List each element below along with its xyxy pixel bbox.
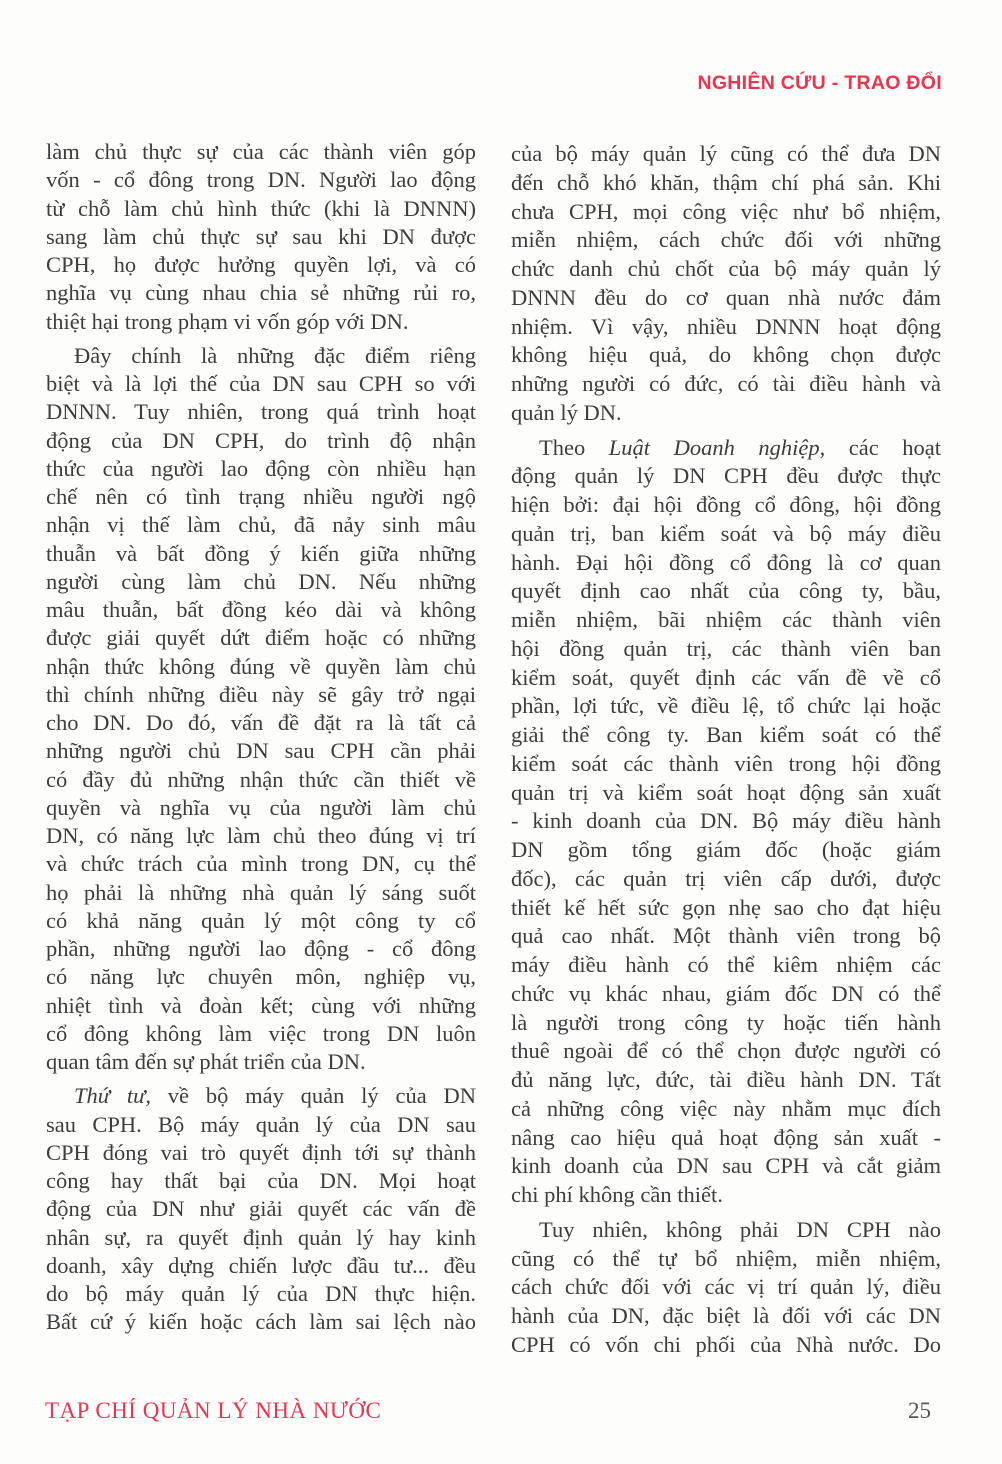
paragraph: [511, 140, 941, 428]
text-line: không hiệu quả, do không chọn được: [511, 342, 941, 368]
text-line: hành. Đại hội đồng cổ đông là cơ quan: [511, 549, 941, 575]
text-line: nhận vị thế làm chủ, đã nảy sinh mâu: [46, 512, 476, 538]
section-header: NGHIÊN CỨU - TRAO ĐỔI: [697, 72, 942, 94]
text-line: hội đồng quản trị, các thành viên ban: [511, 635, 941, 661]
paragraph: [46, 138, 476, 336]
text-line: họ phải là những nhà quản lý sáng suốt: [46, 879, 476, 905]
italic-text: Luật Doanh nghiệp: [608, 434, 820, 460]
page-number: 25: [908, 1398, 931, 1423]
paragraph: [46, 342, 476, 1077]
text-line: chế nên có tình trạng nhiều người ngộ: [46, 484, 476, 509]
text-line: cho DN. Do đó, vấn đề đặt ra là tất cả: [46, 710, 476, 735]
text-line: làm chủ thực sự của các thành viên góp: [46, 139, 476, 164]
text-line: hành của DN, đặc biệt là đối với các DN: [511, 1303, 941, 1328]
text-line: động của DN như giải quyết các vấn đề: [46, 1196, 476, 1222]
text-line: DNNN đều do cơ quan nhà nước đảm: [511, 284, 941, 310]
text-line: cả những công việc này nhằm mục đích: [511, 1095, 941, 1121]
text-line: của bộ máy quản lý cũng có thể đưa DN: [511, 141, 941, 166]
text-line: những người chủ DN sau CPH cần phải: [46, 738, 476, 764]
text-line: quản trị và kiểm soát hoạt động sản xuất: [511, 779, 941, 805]
text-line: phần, những người lao động - cổ đông: [46, 936, 476, 961]
text-line: quản lý DN.: [511, 399, 622, 425]
text-segment: về bộ máy quản lý của DN: [150, 1083, 476, 1109]
text-line: - kinh doanh của DN. Bộ máy điều hành: [511, 808, 941, 834]
text-line: CPH, họ được hưởng quyền lợi, và có: [46, 252, 476, 277]
text-line: do bộ máy quản lý của DN thực hiện.: [46, 1281, 476, 1306]
text-line: thiệt hại trong phạm vi vốn góp với DN.: [46, 308, 409, 334]
text-line: đến chỗ khó khăn, thậm chí phá sản. Khi: [511, 169, 941, 195]
text-segment: Theo: [539, 434, 609, 460]
text-line: nâng cao hiệu quả hoạt động sản xuất -: [511, 1124, 941, 1150]
text-line: hiện bởi: đại hội đồng cổ đông, hội đồng: [511, 492, 941, 517]
text-line: DNNN. Tuy nhiên, trong quá trình hoạt: [46, 399, 476, 425]
text-segment: , các hoạt: [819, 434, 941, 460]
text-line: miễn nhiệm, bãi nhiệm các thành viên: [511, 607, 941, 632]
text-line: giải thể công ty. Ban kiểm soát có thể: [511, 722, 941, 747]
text-line: Tuy nhiên, không phải DN CPH nào: [539, 1216, 941, 1242]
text-line: chi phí không cần thiết.: [511, 1182, 723, 1207]
text-line: quyền và nghĩa vụ của người làm chủ: [46, 794, 476, 820]
paragraph: [511, 1216, 941, 1360]
text-line: [511, 434, 941, 463]
text-line: doanh, xây dựng chiến lược đầu tư... đều: [46, 1252, 476, 1278]
text-line: quản trị, ban kiểm soát và bộ máy điều: [511, 520, 941, 546]
text-line: được giải quyết dứt điểm hoặc có những: [46, 625, 476, 651]
text-line: động của DN CPH, do trình độ nhận: [46, 427, 476, 453]
text-line: thì chính những điều này sẽ gây trở ngại: [46, 681, 476, 707]
text-line: cổ đông không làm việc trong DN luôn: [46, 1020, 476, 1046]
text-line: Đây chính là những đặc điểm riêng: [74, 342, 476, 368]
text-line: nhân sự, ra quyết định quản lý hay kinh: [46, 1224, 476, 1250]
italic-text: Thứ tư,: [74, 1083, 151, 1109]
paragraph: [511, 434, 941, 1210]
left-column: [46, 138, 476, 1337]
text-line: vốn - cổ đông trong DN. Người lao động: [46, 167, 476, 193]
text-line: CPH đóng vai trò quyết định tới sự thành: [46, 1139, 476, 1165]
text-line: thuê ngoài để có thể chọn được người có: [511, 1038, 941, 1064]
text-line: đốc), các quản trị viên cấp dưới, được: [511, 865, 941, 891]
text-line: kiểm soát, quyết định các vấn đề về cổ: [511, 664, 941, 690]
text-line: [46, 1082, 476, 1110]
text-line: CPH có vốn chi phối của Nhà nước. Do: [511, 1331, 941, 1357]
text-line: quan tâm đến sự phát triển của DN.: [46, 1049, 366, 1074]
journal-title: TẠP CHÍ QUẢN LÝ NHÀ NƯỚC: [45, 1398, 382, 1423]
text-line: thức của người lao động còn nhiều hạn: [46, 455, 476, 481]
text-line: là người trong công ty hoặc tiến hành: [511, 1009, 941, 1035]
text-line: quyết định cao nhất của công ty, bầu,: [511, 578, 941, 604]
text-line: và chức trách của mình trong DN, cụ thể: [46, 851, 476, 877]
text-line: nghĩa vụ cùng nhau chia sẻ những rủi ro,: [46, 280, 476, 306]
paragraph: [46, 1082, 476, 1336]
text-line: kinh doanh của DN sau CPH và cắt giảm: [511, 1153, 941, 1179]
text-line: Bất cứ ý kiến hoặc cách làm sai lệch nào: [46, 1309, 476, 1335]
text-line: những người có đức, có tài điều hành và: [511, 371, 941, 396]
text-line: người cùng làm chủ DN. Nếu những: [46, 568, 476, 594]
text-line: mâu thuẫn, bất đồng kéo dài và không: [46, 597, 476, 622]
text-line: sang làm chủ thực sự sau khi DN được: [46, 223, 476, 249]
text-line: biệt và là lợi thế của DN sau CPH so với: [46, 371, 476, 396]
text-line: nhiệt tình và đoàn kết; cùng với những: [46, 992, 476, 1018]
text-line: chức vụ khác nhau, giám đốc DN có thể: [511, 980, 941, 1006]
text-line: quả cao nhất. Một thành viên trong bộ: [511, 923, 941, 949]
text-line: có khả năng quản lý một công ty cổ: [46, 907, 476, 933]
text-line: nhiệm. Vì vậy, nhiều DNNN hoạt động: [511, 313, 941, 339]
text-line: kiểm soát các thành viên trong hội đồng: [511, 750, 941, 776]
text-line: từ chỗ làm chủ hình thức (khi là DNNN): [46, 195, 476, 221]
text-line: có đầy đủ những nhận thức cần thiết về: [46, 766, 476, 792]
text-line: thiết kế hết sức gọn nhẹ sao cho đạt hiệu: [511, 894, 941, 920]
right-column: [511, 140, 941, 1360]
text-line: cũng có thể tự bổ nhiệm, miễn nhiệm,: [511, 1245, 941, 1271]
text-line: cách chức đối với các vị trí quản lý, điều: [511, 1274, 941, 1300]
text-line: DN, có năng lực làm chủ theo đúng vị trí: [46, 823, 476, 848]
text-line: miễn nhiệm, cách chức đối với những: [511, 227, 941, 253]
text-line: động quản lý DN CPH đều được thực: [511, 463, 941, 489]
text-line: đủ năng lực, đức, tài điều hành DN. Tất: [511, 1067, 941, 1092]
text-line: sau CPH. Bộ máy quản lý của DN sau: [46, 1111, 476, 1137]
text-line: phần, lợi tức, về điều lệ, tổ chức lại hoặc: [511, 693, 941, 719]
text-line: công hay thất bại của DN. Mọi hoạt: [46, 1168, 476, 1193]
text-line: thuẫn và bất đồng ý kiến giữa những: [46, 540, 476, 566]
text-line: có năng lực chuyên môn, nghiệp vụ,: [46, 964, 476, 990]
text-line: chức danh chủ chốt của bộ máy quản lý: [511, 256, 941, 281]
text-line: DN gồm tổng giám đốc (hoặc giám: [511, 837, 941, 862]
text-line: chưa CPH, mọi công việc như bổ nhiệm,: [511, 198, 941, 224]
text-line: nhận thức không đúng về quyền làm chủ: [46, 653, 476, 679]
text-line: máy điều hành có thể kiêm nhiệm các: [511, 952, 941, 977]
